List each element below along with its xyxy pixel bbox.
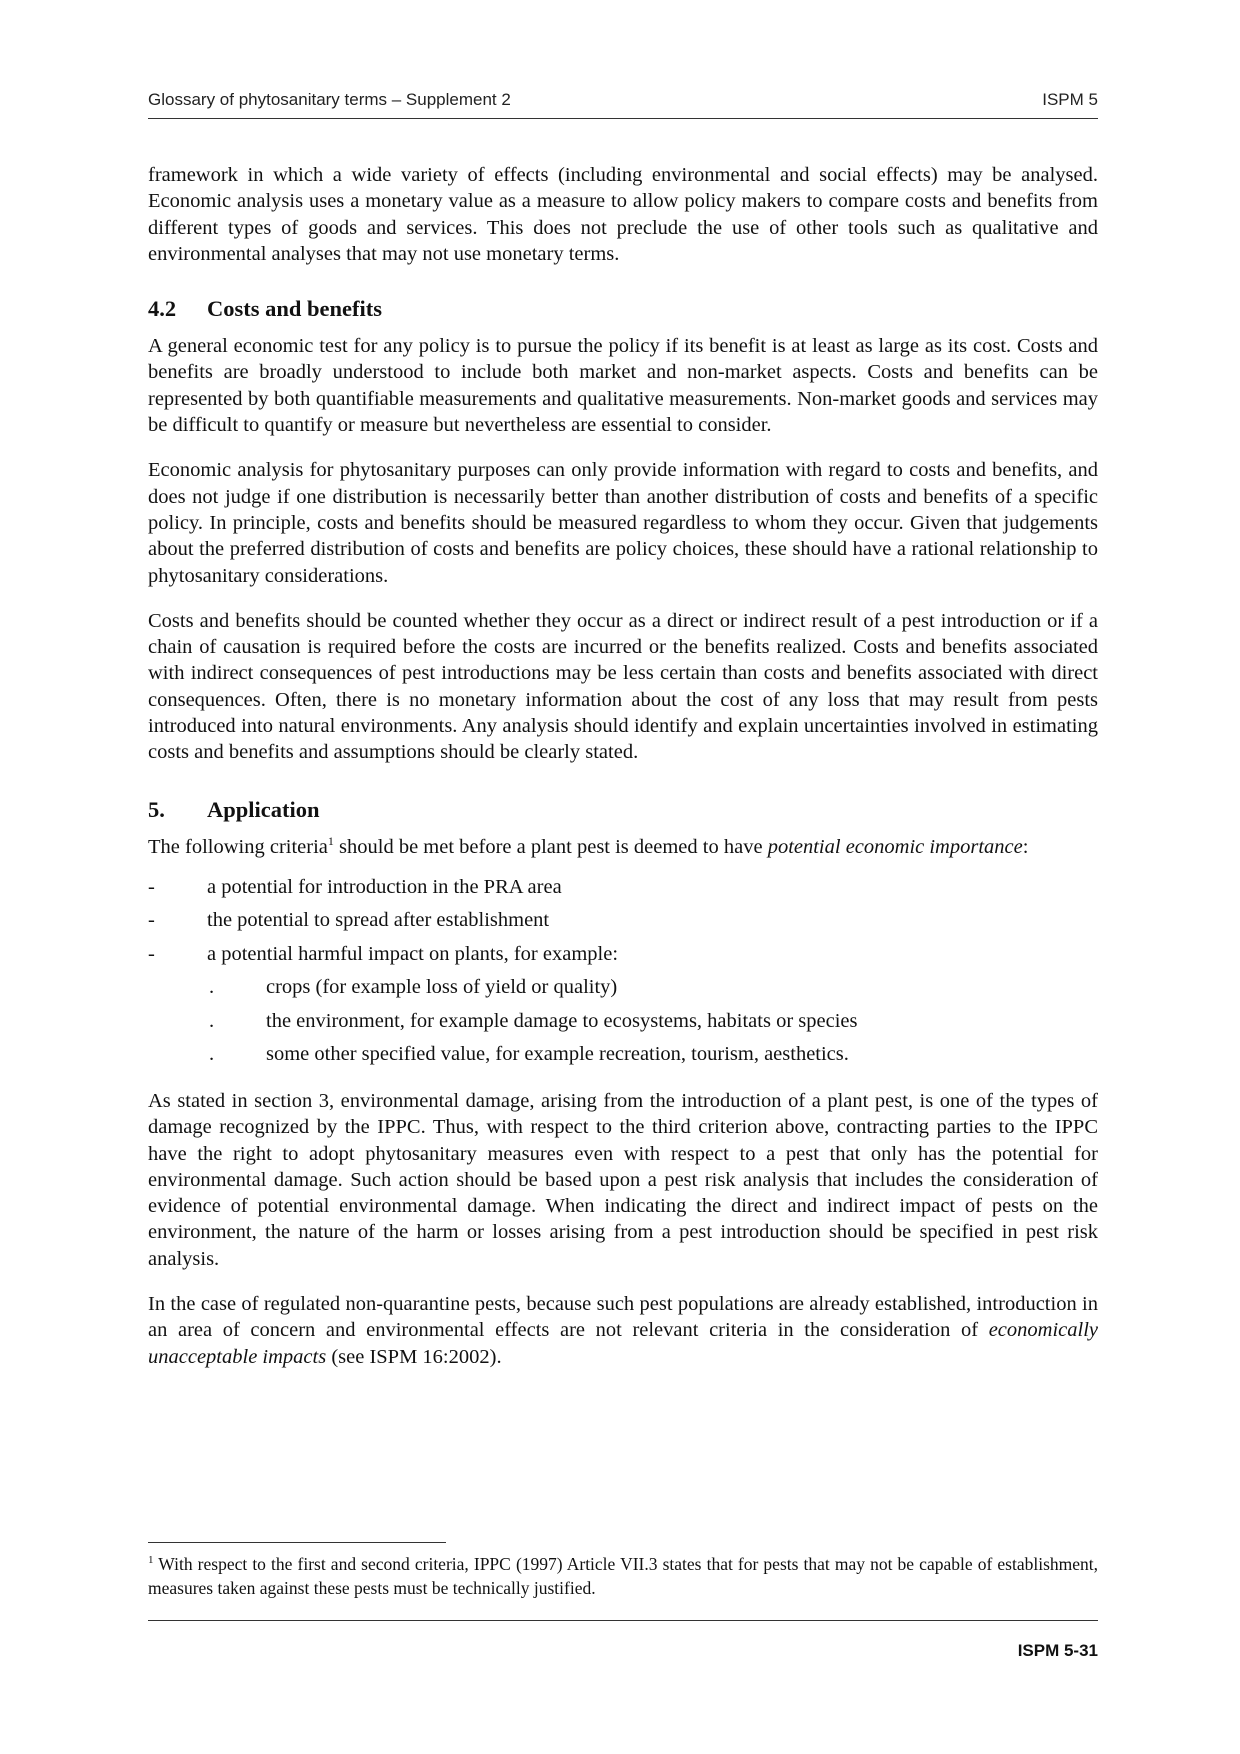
sub-list-item-text: crops (for example loss of yield or quality) <box>266 976 618 999</box>
text-run: should be met before a plant pest is deemed to have <box>333 835 768 858</box>
italic-term: potential economic importance <box>767 835 1023 858</box>
running-footer <box>148 1620 1098 1660</box>
page-number: ISPM 5-31 <box>1017 1641 1098 1660</box>
header-standard-id: ISPM 5 <box>1042 90 1098 109</box>
sub-list-marker: . <box>209 1043 215 1066</box>
sub-list-marker: . <box>209 1009 215 1032</box>
section-title: Application <box>207 796 320 822</box>
criteria-list <box>148 871 1098 1072</box>
sub-list <box>148 971 1098 1072</box>
criteria-intro <box>148 834 1098 860</box>
footnote-separator <box>148 1542 446 1543</box>
sub-list-item-text: the environment, for example damage to ecosystems, habitats or species <box>266 1009 858 1032</box>
intro-paragraph: framework in which a wide variety of effects (including environmental and social effects) may be analysed. Economic analysis uses a monetary value as a measure to allow policy makers to compare costs and benefits from different types of goods and services. This does not preclude the use of other tools such as qualitative and environmental analyses that may not use monetary terms. <box>148 164 1098 265</box>
text-run: The following criteria <box>148 835 328 858</box>
section-heading-4-2 <box>148 295 1098 323</box>
list-item-text: the potential to spread after establishment <box>207 909 550 932</box>
text-run: In the case of regulated non-quarantine pests, because such pest populations are already established, introduction in an area of concern and environmental effects are not relevant criteria in the consideration of <box>148 1293 1098 1342</box>
running-header <box>148 88 1098 119</box>
section-title: Costs and benefits <box>207 296 383 322</box>
sub-list-marker: . <box>209 976 215 999</box>
list-item <box>148 904 1098 938</box>
sub-list-item <box>148 1038 1098 1072</box>
list-item <box>148 871 1098 905</box>
text-run: : <box>1022 835 1029 858</box>
paragraph: As stated in section 3, environmental damage, arising from the introduction of a plant pest, is one of the types of damage recognized by the IPPC. Thus, with respect to the third criterion above, contracting parties to the IPPC have the right to adopt phytosanitary measures even with respect to a pest that only has the potential for environmental damage. Such action should be based upon a pest risk analysis that includes the consideration of evidence of potential environmental damage. When indicating the direct and indirect impact of pests on the environment, the nature of the harm or losses arising from a pest introduction should be specified in pest risk analysis. <box>148 1089 1098 1270</box>
section-number: 5. <box>148 796 165 822</box>
header-title: Glossary of phytosanitary terms – Supplement 2 <box>148 90 511 109</box>
list-marker: - <box>148 909 155 932</box>
footnote <box>148 1552 1098 1600</box>
list-item-text: a potential harmful impact on plants, for example: <box>207 942 619 965</box>
sub-list-item <box>148 971 1098 1005</box>
list-item <box>148 938 1098 1072</box>
list-marker: - <box>148 942 155 965</box>
section-heading-5 <box>148 796 1098 824</box>
paragraph: Economic analysis for phytosanitary purposes can only provide information with regard to costs and benefits, and does not judge if one distribution is necessarily better than another distribution of costs and benefits of a specific policy. In principle, costs and benefits should be measured regardless to whom they occur. Given that judgements about the preferred distribution of costs and benefits are policy choices, these should have a rational relationship to phytosanitary considerations. <box>148 459 1098 587</box>
paragraph: Costs and benefits should be counted whether they occur as a direct or indirect result of a pest introduction or if a chain of causation is required before the costs are incurred or the benefits realized. Costs and benefits associated with indirect consequences of pest introductions may be less certain than costs and benefits associated with direct consequences. Often, there is no monetary information about the cost of any loss that may result from pests introduced into natural environments. Any analysis should identify and explain uncertainties involved in estimating costs and benefits and assumptions should be clearly stated. <box>148 609 1098 764</box>
section-number: 4.2 <box>148 296 177 322</box>
body-text <box>148 162 1098 1389</box>
list-item-text: a potential for introduction in the PRA area <box>207 875 562 898</box>
italic-term: economically unacceptable impacts <box>148 1319 1098 1368</box>
paragraph <box>148 1291 1098 1370</box>
list-marker: - <box>148 875 155 898</box>
text-run: (see ISPM 16:2002). <box>326 1345 502 1368</box>
sub-list-item-text: some other specified value, for example recreation, tourism, aesthetics. <box>266 1043 849 1066</box>
footnote-text: With respect to the first and second criteria, IPPC (1997) Article VII.3 states that for pests that may not be capable of establishment, measures taken against these pests must be technically justified. <box>148 1554 1098 1598</box>
footnote-marker: 1 <box>148 1554 154 1567</box>
paragraph: A general economic test for any policy is to pursue the policy if its benefit is at least as large as its cost. Costs and benefits are broadly understood to include both market and non-market aspects. Costs and benefits can be represented by both quantifiable measurements and qualitative measurements. Non-market goods and services may be difficult to quantify or measure but nevertheless are essential to consider. <box>148 335 1098 437</box>
sub-list-item <box>148 1005 1098 1039</box>
footnote-ref: 1 <box>327 833 334 848</box>
